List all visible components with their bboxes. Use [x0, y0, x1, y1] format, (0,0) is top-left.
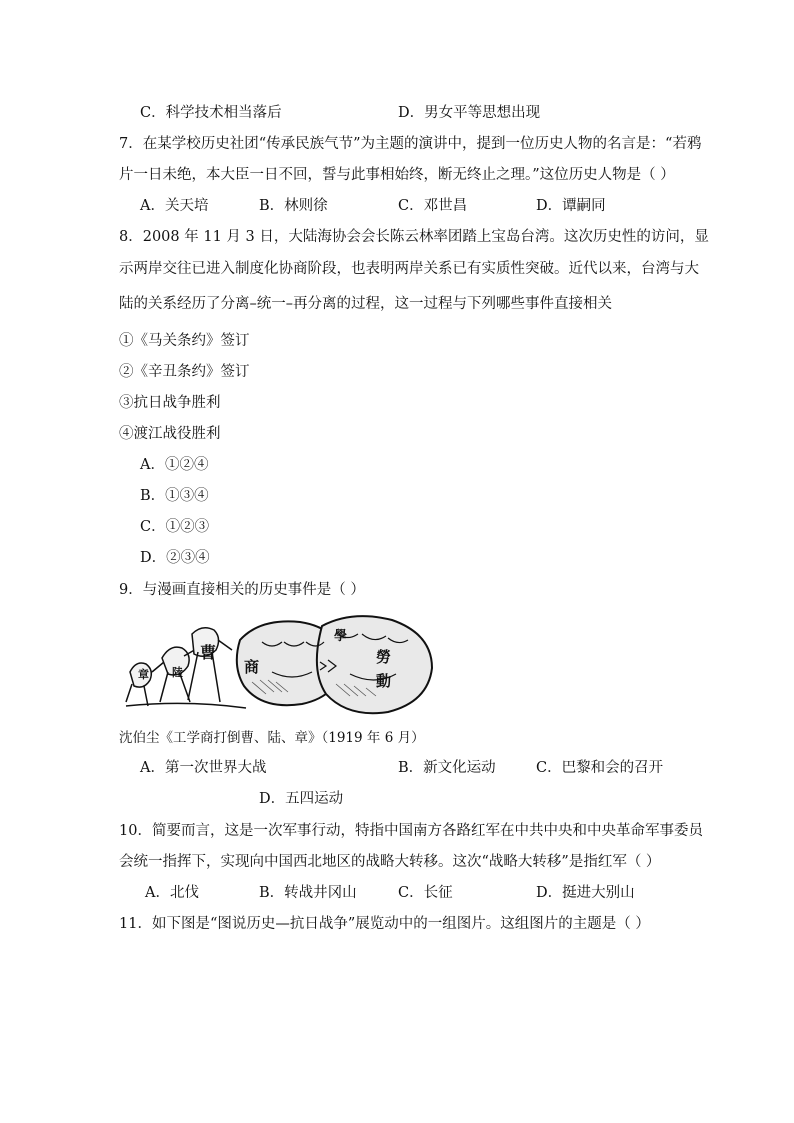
q8-item-3: ③抗日战争胜利 — [119, 395, 221, 411]
q8-stem-line3: 陆的关系经历了分离–统一–再分离的过程，这一过程与下列哪些事件直接相关 — [119, 296, 612, 312]
q8-item-2: ②《辛丑条约》签订 — [119, 364, 250, 380]
q10-option-b[interactable]: B．转战井冈山 — [259, 885, 357, 901]
q8-option-a[interactable]: A．①②④ — [140, 457, 209, 473]
cartoon-label-cao: 曹 — [200, 643, 217, 662]
cartoon-image — [122, 612, 438, 718]
cartoon-label-lu: 陸 — [172, 666, 183, 679]
q9-stem: 9．与漫画直接相关的历史事件是（ ） — [119, 582, 365, 598]
cartoon-label-zhang: 章 — [138, 668, 149, 681]
q8-stem-line2: 示两岸交往已进入制度化协商阶段，也表明两岸关系已有实质性突破。近代以来，台湾与大 — [119, 261, 699, 277]
q8-option-c[interactable]: C．①②③ — [140, 519, 210, 535]
q9-option-a[interactable]: A．第一次世界大战 — [140, 760, 267, 776]
q10-option-c[interactable]: C．长征 — [398, 885, 453, 901]
q8-item-4: ④渡江战役胜利 — [119, 426, 221, 442]
q7-option-d[interactable]: D．谭嗣同 — [536, 198, 606, 214]
q7-stem-line2: 片一日未绝，本大臣一日不回，誓与此事相始终，断无终止之理。”这位历史人物是（ ） — [119, 167, 675, 183]
q9-option-c[interactable]: C．巴黎和会的召开 — [536, 760, 664, 776]
q6-option-c[interactable]: C．科学技术相当落后 — [140, 105, 282, 121]
cartoon-label-lao: 勞 — [376, 648, 392, 666]
q6-option-d[interactable]: D．男女平等思想出现 — [398, 105, 541, 121]
q10-option-a[interactable]: A．北伐 — [145, 885, 199, 901]
cartoon-label-dong: 動 — [376, 672, 392, 690]
q8-option-d[interactable]: D．②③④ — [140, 550, 210, 566]
q9-option-d[interactable]: D．五四运动 — [259, 791, 344, 807]
q10-stem-line2: 会统一指挥下，实现向中国西北地区的战略大转移。这次“战略大转移”是指红军（ ） — [119, 854, 661, 870]
q7-option-c[interactable]: C．邓世昌 — [398, 198, 468, 214]
q7-option-a[interactable]: A．关天培 — [140, 198, 209, 214]
cartoon-label-xue: 學 — [334, 629, 348, 644]
q10-stem-line1: 10．简要而言，这是一次军事行动，特指中国南方各路红军在中共中央和中央革命军事委员 — [119, 823, 703, 839]
q8-item-1: ①《马关条约》签订 — [119, 333, 250, 349]
q8-option-b[interactable]: B．①③④ — [140, 488, 209, 504]
q10-option-d[interactable]: D．挺进大别山 — [536, 885, 635, 901]
q7-stem-line1: 7．在某学校历史社团“传承民族气节”为主题的演讲中，提到一位历史人物的名言是：“若鸦 — [119, 136, 702, 152]
q9-option-b[interactable]: B．新文化运动 — [398, 760, 496, 776]
q11-stem: 11．如下图是“图说历史—抗日战争”展览动中的一组图片。这组图片的主题是（ ） — [119, 916, 650, 932]
q7-option-b[interactable]: B．林则徐 — [259, 198, 328, 214]
cartoon-caption: 沈伯尘《工学商打倒曹、陆、章》（1919 年 6 月） — [119, 730, 425, 746]
cartoon-label-shang: 商 — [244, 658, 260, 676]
q8-stem-line1: 8．2008 年 11 月 3 日，大陆海协会会长陈云林率团踏上宝岛台湾。这次历史性的访问，显 — [119, 229, 709, 245]
